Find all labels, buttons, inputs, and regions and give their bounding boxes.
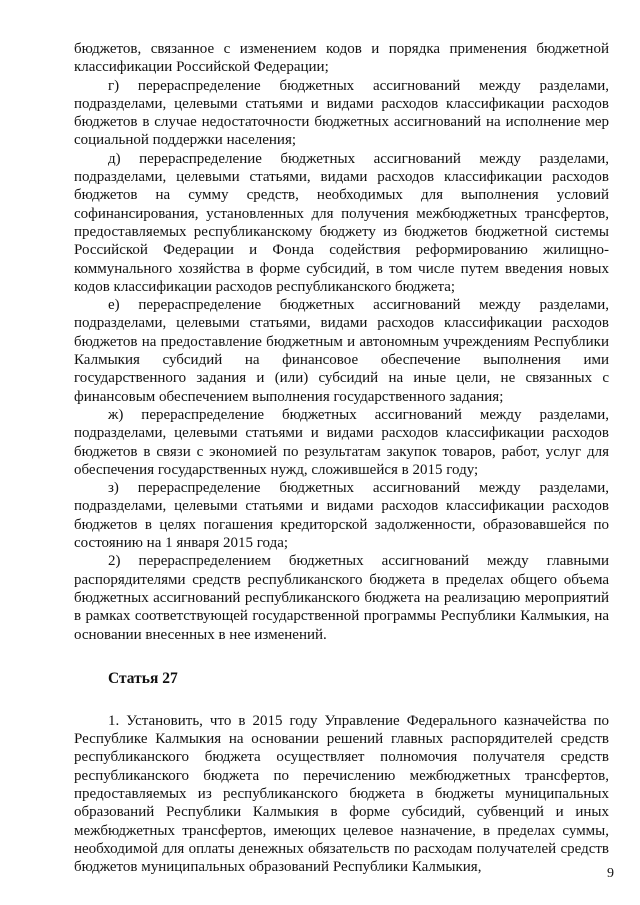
paragraph: ж) перераспределение бюджетных ассигнований между разделами, подразделами, целевыми статьями и видами расходов классификации расходов бюджетов в связи с экономией по результатам закупок товаров, работ, услуг для обеспечения государственных нужд, сложившейся в 2015 году;: [74, 406, 609, 478]
article-27-body: [74, 712, 609, 877]
paragraph: з) перераспределение бюджетных ассигнований между разделами, подразделами, целевыми статьями и видами расходов классификации расходов бюджетов в целях погашения кредиторской задолженности, образовавшейся по состоянию на 1 января 2015 года;: [74, 480, 609, 552]
article-heading: Статья 27: [108, 669, 178, 687]
paragraph: 1. Установить, что в 2015 году Управление Федерального казначейства по Республике Калмыкия на основании решений главных распорядителей средств республиканского бюджета осуществляет полномочия получателя средств республиканского бюджета по перечислению межбюджетных трансфертов, предоставляемых из республиканского бюджета в бюджеты муниципальных образований Республики Калмыкия в форме субсидий, субвенций и иных межбюджетных трансфертов, имеющих целевое назначение, в пределах суммы, необходимой для оплаты денежных обязательств по расходам получателей средств бюджетов муниципальных образований Республики Калмыкия,: [74, 712, 609, 876]
paragraph: е) перераспределение бюджетных ассигнований между разделами, подразделами, целевыми статьями, видами расходов классификации расходов бюджетов на предоставление бюджетным и автономным учреждениям Республики Калмыкия субсидий на финансовое обеспечение выполнения ими государственного задания и (или) субсидий на иные цели, не связанных с финансовым обеспечением выполнения государственного задания;: [74, 297, 609, 405]
article-26-continuation: [74, 40, 609, 644]
paragraph: д) перераспределение бюджетных ассигнований между разделами, подразделами, целевыми статьями, видами расходов классификации расходов бюджетов на сумму средств, необходимых для выполнения условий софинансирования, установленных для получения межбюджетных трансфертов, предоставляемых республиканскому бюджету из бюджетов бюджетной системы Российской Федерации и Фонда содействия реформированию жилищно-коммунального хозяйства в форме субсидий, в том числе путем введения новых кодов классификации расходов республиканского бюджета;: [74, 150, 609, 295]
paragraph: 2) перераспределением бюджетных ассигнований между главными распорядителями средств республиканского бюджета в пределах общего объема бюджетных ассигнований республиканского бюджета на реализацию мероприятий в рамках соответствующей государственной программы Республики Калмыкия, на основании внесенных в нее изменений.: [74, 553, 609, 643]
document-page: [74, 40, 609, 876]
heading-spacer: [74, 688, 609, 712]
paragraph: бюджетов, связанное с изменением кодов и порядка применения бюджетной классификации Российской Федерации;: [74, 41, 609, 76]
page-number: 9: [607, 866, 614, 881]
paragraph: г) перераспределение бюджетных ассигнований между разделами, подразделами, целевыми статьями и видами расходов классификации расходов бюджетов в случае недостаточности бюджетных ассигнований на исполнение мер социальной поддержки населения;: [74, 77, 609, 149]
